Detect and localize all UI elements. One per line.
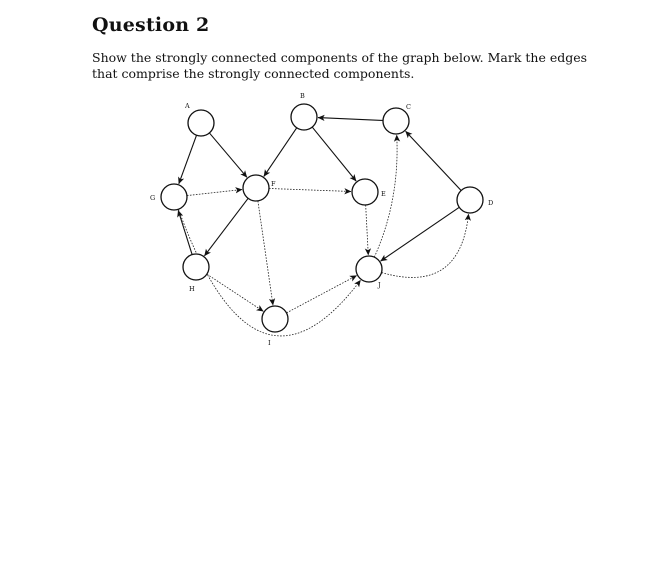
node-label-a: A	[185, 102, 190, 110]
node-label-d: D	[488, 199, 494, 207]
node-label-i: I	[268, 339, 271, 347]
edge-d-to-j	[381, 207, 460, 261]
node-circle-h	[183, 254, 209, 280]
node-circle-g	[161, 184, 187, 210]
edge-e-to-j	[366, 205, 369, 255]
node-label-c: C	[406, 103, 411, 111]
graph-node-a	[184, 102, 214, 136]
question-text-line-2: that comprise the strongly connected components.	[92, 66, 415, 81]
edge-d-to-c	[406, 131, 462, 190]
node-circle-j	[356, 256, 382, 282]
edge-f-to-h	[204, 198, 248, 255]
node-circle-b	[291, 104, 317, 130]
graph-node-h	[183, 254, 209, 293]
graph-node-d	[457, 187, 493, 213]
graph-node-j	[356, 256, 382, 289]
graph-node-g	[150, 184, 187, 210]
node-label-f: F	[271, 180, 276, 188]
node-label-h: H	[189, 285, 195, 293]
node-circle-d	[457, 187, 483, 213]
node-label-b: B	[300, 92, 305, 100]
question-text-line-1: Show the strongly connected components of the graph below. Mark the edges	[92, 50, 588, 65]
edge-h-to-g	[178, 210, 192, 254]
edge-b-to-f	[264, 128, 297, 177]
edge-h-to-i	[207, 274, 263, 311]
node-circle-i	[262, 306, 288, 332]
node-label-e: E	[381, 190, 386, 198]
edge-b-to-e	[312, 127, 356, 181]
page-title: Question 2	[92, 14, 210, 36]
edge-a-to-f	[209, 133, 247, 177]
node-circle-a	[188, 110, 214, 136]
graph-node-i	[262, 306, 288, 347]
edge-g-to-f	[187, 190, 242, 196]
edge-i-to-j	[286, 276, 356, 313]
edge-a-to-g	[179, 135, 197, 184]
graph-node-e	[352, 179, 386, 205]
edge-f-to-e	[269, 188, 351, 191]
graph-node-b	[291, 92, 317, 130]
graph-node-f	[243, 175, 276, 201]
node-circle-e	[352, 179, 378, 205]
edge-c-to-b	[318, 118, 383, 121]
node-label-g: G	[150, 194, 156, 202]
edge-layer	[178, 118, 468, 336]
node-circle-f	[243, 175, 269, 201]
graph-node-c	[383, 103, 411, 134]
node-label-j: J	[378, 281, 381, 289]
edge-j-to-d	[381, 214, 468, 278]
edge-f-to-i	[258, 201, 273, 305]
node-circle-c	[383, 108, 409, 134]
